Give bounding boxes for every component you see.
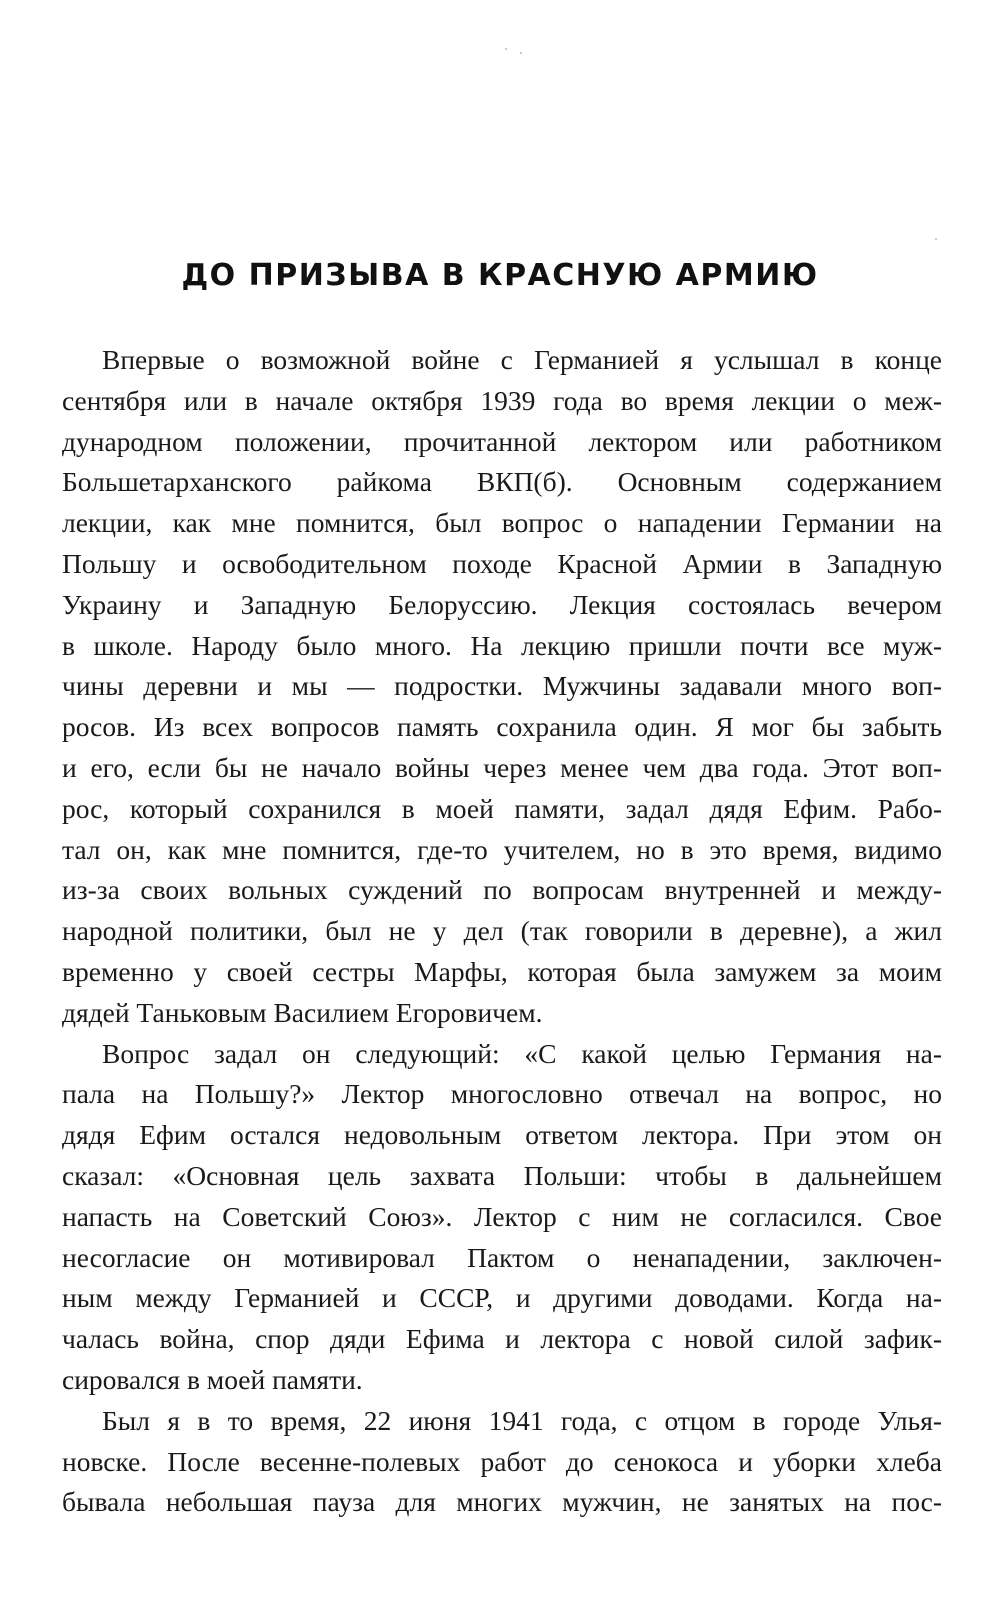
text-line: пала на Польшу?» Лектор многословно отвечал на вопрос, но <box>62 1078 942 1110</box>
text-line: росов. Из всех вопросов память сохранила один. Я мог бы забыть <box>62 711 942 743</box>
text-line: Был я в то время, 22 июня 1941 года, с отцом в городе Улья- <box>102 1404 942 1436</box>
text-line: дународном положении, прочитанной лектором или работником <box>62 425 942 457</box>
chapter-title: ДО ПРИЗЫВА В КРАСНУЮ АРМИЮ <box>181 258 819 293</box>
text-line: временно у своей сестры Марфы, которая была замужем за моим <box>62 955 942 987</box>
text-line: Польшу и освободительном походе Красной Армии в Западную <box>62 547 942 579</box>
text-line: и его, если бы не начало войны через менее чем два года. Этот воп- <box>62 751 942 783</box>
text-line: новске. После весенне-полевых работ до сенокоса и уборки хлеба <box>62 1445 942 1477</box>
scan-speck <box>520 52 522 54</box>
text-line: дядя Ефим остался недовольным ответом лектора. При этом он <box>62 1119 942 1151</box>
text-line: бывала небольшая пауза для многих мужчин, не занятых на пос- <box>62 1486 942 1518</box>
text-line: сентября или в начале октября 1939 года во время лекции о меж- <box>62 384 942 416</box>
text-line: из-за своих вольных суждений по вопросам внутренней и между- <box>62 874 942 906</box>
text-line: тал он, как мне помнится, где-то учителем, но в это время, видимо <box>62 833 942 865</box>
text-line: напасть на Советский Союз». Лектор с ним не согласился. Свое <box>62 1200 942 1232</box>
text-line: дядей Таньковым Василием Егоровичем. <box>62 996 543 1028</box>
text-line: ным между Германией и СССР, и другими доводами. Когда на- <box>62 1282 942 1314</box>
text-line: Большетарханского райкома ВКП(б). Основным содержанием <box>62 466 942 498</box>
text-line: Впервые о возможной войне с Германией я услышал в конце <box>102 344 942 375</box>
text-line: лекции, как мне помнится, был вопрос о нападении Германии на <box>62 507 942 539</box>
text-line: чины деревни и мы — подростки. Мужчины задавали много воп- <box>62 670 942 702</box>
scan-speck <box>935 238 937 240</box>
text-line: сировался в моей памяти. <box>62 1363 363 1395</box>
text-line: народной политики, был не у дел (так говорили в деревне), а жил <box>62 915 942 947</box>
body-text <box>62 340 942 1523</box>
text-line: несогласие он мотивировал Пактом о ненападении, заключен- <box>62 1241 942 1273</box>
text-line: Вопрос задал он следующий: «С какой целью Германия на- <box>102 1037 942 1069</box>
text-line: сказал: «Основная цель захвата Польши: чтобы в дальнейшем <box>62 1159 942 1191</box>
text-line: чалась война, спор дяди Ефима и лектора с новой силой зафик- <box>62 1323 942 1355</box>
text-line: Украину и Западную Белоруссию. Лекция состоялась вечером <box>62 588 942 620</box>
text-line: в школе. Народу было много. На лекцию пришли почти все муж- <box>62 629 942 661</box>
scan-speck <box>505 48 507 50</box>
text-line: рос, который сохранился в моей памяти, задал дядя Ефим. Рабо- <box>62 792 942 824</box>
